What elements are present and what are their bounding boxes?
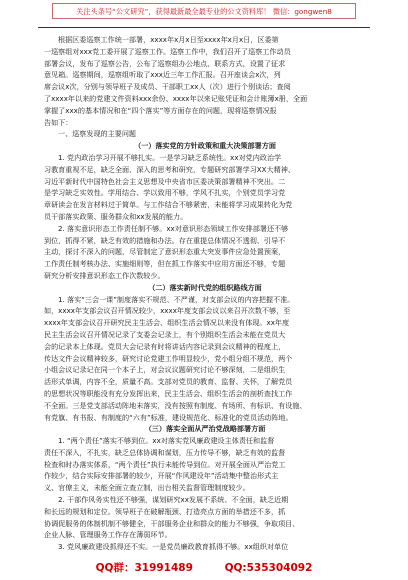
- paragraph-line: 章研读会在发言材料过于简单。与工作结合不够紧密，未能将学习成果转化为党: [44, 200, 293, 210]
- paragraph-line: 1. 落实“三会一课”制度落实不规范、不严谨，对支部会议的内容把握不准。: [58, 294, 295, 304]
- paragraph-line: 民主生活会议召开情况记录了支委会记录上，有个别组织生活会未能在党员大: [44, 329, 286, 339]
- paragraph-line: 传达文件会议精神较多，研究讨论党建工作明显较少，党小组分组不规范，两个: [44, 353, 293, 363]
- paragraph-line: 部署会议，发布了巡察公告，公布了巡察组办公地点、联系方式，设置了征求: [44, 58, 286, 68]
- paragraph-line: 小组会议记录记在同一个本子上，对会议议题研究讨论不够深刻，二是组织生: [44, 365, 286, 375]
- paragraph-line: 告如下：: [44, 117, 73, 127]
- qq-number-text: QQ:535304092: [224, 562, 313, 574]
- paragraph-line: 和长远的规划和定位。领导班子在破解瓶颈、打造亮点方面的举措还不多，抓: [44, 506, 286, 516]
- paragraph-line: 1. 党内政治学习开展不够扎实。一是学习缺乏系统性。xx对党内政治学: [58, 152, 282, 162]
- section-heading: （三）落实全面从严治党战略部署方面: [144, 424, 266, 434]
- paragraph-line: 研究分析安排意识形态工作次数较少。: [44, 270, 165, 280]
- paragraph-line: 作较少，结合实际安排部署的较少，开展“作风建设年”活动集中整治形式主: [44, 471, 279, 481]
- paragraph-line: 1. “两个责任”落实不够到位。xx对落实党风廉政建设主体责任和监督: [58, 436, 275, 446]
- paragraph-line: 责任不深入，不扎实，缺乏总体协调和谋划，压力传导不够，缺乏有效的监督: [44, 447, 286, 457]
- qq-group-text: QQ群：31991489: [95, 562, 193, 574]
- paragraph-line: 企业人脉、管理服务工作存在薄弱环节。: [44, 530, 172, 540]
- section-heading: （一）落实党的方针政策和重大决策部署方面: [134, 141, 276, 151]
- header-rule: [38, 27, 370, 28]
- paragraph-line: 员干部落实政策、服务群众和xx发展的能力。: [44, 211, 188, 221]
- paragraph-line: 根据区委巡察工作统一部署，xxxx年x月x日至xxxx年x月x日，区委第: [58, 35, 279, 44]
- section-heading: 一、巡察发现的主要问题: [58, 129, 137, 139]
- paragraph-line: 2. 落实意识形态工作责任制不够。xx对意识形态领域工作安排部署还不够: [58, 223, 289, 233]
- promo-banner: [52, 3, 356, 19]
- paragraph-line: 主动，探讨不深入的问题，尽管制定了意识形态重大突发事件应急处置预案，: [44, 247, 286, 257]
- paragraph-line: 席会议x次，分别与领导班子及成员、干部职工xx人（次）进行个别谈话；查阅: [44, 82, 291, 92]
- paragraph-line: 掌握了xxx的基本情况和在“四个落实”等方面存在的问题，现将巡察情况报: [44, 105, 277, 115]
- document-body: [44, 34, 366, 553]
- promo-banner-text: 关注头条号“公文研究”，获得最新最全最专业的公文资料库！ 微信：gongwen8: [76, 7, 332, 16]
- paragraph-line: xxxx年支部会议召开研究民主生活会、组织生活会情况以来没有体现。xx年度: [44, 318, 290, 328]
- paragraph-line: 活形式单调，内容不全，质量不高。支部对党员的教育、监督、关怀，了解党员: [44, 377, 293, 387]
- paragraph-line: 义、官僚主义，未能全面立查立制，出台相关监督管理制度较少。: [44, 483, 250, 493]
- paragraph-line: 工作责任制考核办法、实施细则等，但在抓工作落实中应用方面还不够，专题: [44, 259, 286, 269]
- paragraph-line: 有党旗、有书报、有制度的“六有”标准，建设规范化、标准化的党员活动阵地。: [44, 412, 293, 422]
- section-heading: （二）落实新时代党的组织路线方面: [148, 282, 262, 292]
- paragraph-line: 2. 干部作风务实性还不够强，谋划研究xx发展不系统、不全面，缺乏近期: [58, 495, 289, 505]
- contact-footer: [0, 560, 408, 576]
- paragraph-line: 到位，抓得不紧，缺乏有效的措施和办法。存在重提总体情况不透彻、引导不: [44, 235, 286, 245]
- paragraph-line: 3. 党风廉政建设抓得还不实。一是党员廉政教育抓得不够。xx组织对单位: [58, 542, 289, 552]
- paragraph-line: 不全面。三是党支部活动阵地未落实，没有按照有制度、有场所、有标识、有设施、: [44, 400, 307, 410]
- paragraph-line: 一巡察组对xxx党工委开展了巡察工作。巡察工作中，我们召开了巡察工作动员: [44, 46, 291, 56]
- paragraph-line: 习教育重视不足，缺乏全面、深入的思考和研究，专题研究部署学习XX大精神、: [44, 164, 295, 174]
- paragraph-line: 习近平新时代中国特色社会主义思想及中央省市区委决策部署精神不突出。二: [44, 176, 286, 186]
- paragraph-line: 会的记录本上体现。党员大会记录有时将讲话内容记录到会议精神的程度上，: [44, 341, 286, 351]
- paragraph-line: 是学习缺乏实效性。学用结合、学以致用不够，学风不扎实，个别党员学习党: [44, 188, 286, 198]
- paragraph-line: 检查和时办落实体系，“两个责任”执行未能传导到位。对开展全面从严治党工: [44, 459, 286, 469]
- paragraph-line: 协调促服务的体制机制不够健全，干部服务企业和群众的能力不够强，争取项目、: [44, 518, 300, 528]
- paragraph-line: 意见箱。巡察期间，巡察组听取了xxx近三年工作汇报。召开座谈会x次，列: [44, 70, 281, 80]
- paragraph-line: 如，xxxx年支部会议召开情况较少，xxxx年度支部会议以来召开次数不够，至: [44, 306, 291, 316]
- paragraph-line: 了xxxx年以来的党建文件资料xxx余份、xxxx年以来记账凭证和会计账簿x册，全面: [44, 93, 308, 103]
- paragraph-line: 的思想状况等职能没有充分发挥出来，民主生活会、组织生活会的剖析查找工作: [44, 388, 293, 398]
